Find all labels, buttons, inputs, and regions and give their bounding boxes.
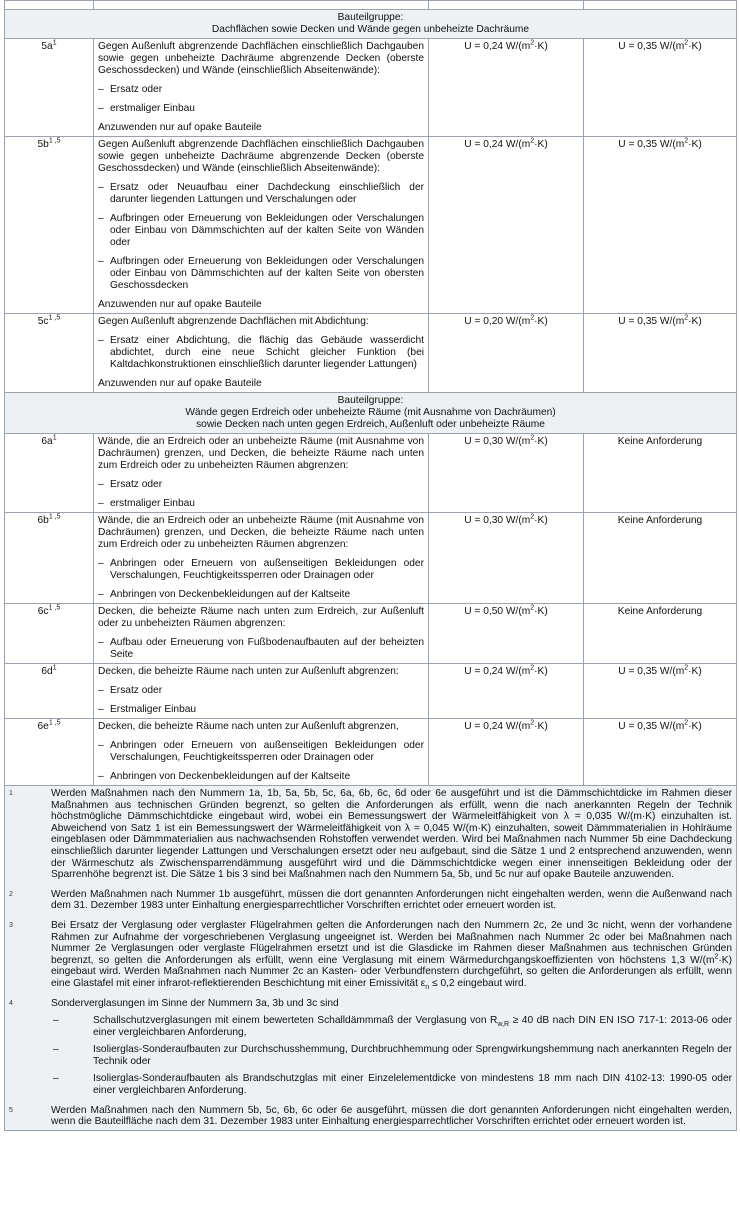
row-description: Gegen Außenluft abgrenzende Dachflächen mit Abdichtung: (98, 316, 369, 327)
u-value-new: U = 0,50 $W/(m^2\cdot K)$ (429, 604, 584, 664)
list-item: – Schallschutzverglasungen mit einem bewerteten Schalldämmmaß der Verglasung von $R_{w,R} \ge 40$ dB nach DIN EN ISO 717-1: 2013-06 oder einer vergleichbaren Anforderung, (53, 1015, 732, 1038)
u-value-new: U = 0,24 $W/(m^2\cdot K)$ (429, 664, 584, 719)
footnote-ref[interactable]: 1 (52, 39, 57, 47)
table-row-5a (5, 39, 737, 137)
u-value-existing: U = 0,35 $W/(m^2\cdot K)$ (584, 39, 737, 137)
u-value-new: U = 0,24 $W/(m^2\cdot K)$ (429, 719, 584, 786)
table-row-6a (5, 434, 737, 513)
u-value-existing: U = 0,35 $W/(m^2\cdot K)$ (584, 137, 737, 314)
u-value-existing: Keine Anforderung (584, 604, 737, 664)
list-item: – Isolierglas-Sonderaufbauten zur Durchschusshemmung, Durchbruchhemmung oder Sprengwirkungshemmung nach anerkannten Regeln der Technik oder (53, 1044, 732, 1067)
footnotes-row (5, 786, 737, 1131)
list-item: – Ersatz oder (98, 479, 163, 490)
row-number: 6d (41, 666, 53, 677)
footnote-3 (9, 920, 732, 990)
footnote-text: Bei Ersatz der Verglasung oder verglaster Flügelrahmen gelten die Anforderungen nach den Nummern 2c, 2e und 3c nicht, wenn der vorhandene Rahmen zur Aufnahme der vorgeschriebenen Verglasung ungeeignet ist. Werden bei Maßnahmen nach Nummer 2c oder bei Maßnahmen nach Nummer 2e Verglasungen oder verglaste Flügelrahmen ersetzt und ist die Glasdicke im Rahmen dieser Maßnahmen aus technischen Gründen begrenzt, so gelten die Anforderungen als erfüllt, wenn eine Verglasung mit einem Wärmedurchgangskoeffizienten von höchstens 1,3 $W/(m^2\cdot K)$ eingebaut wird. Werden Maßnahmen nach Nummer 2c an Kasten- oder Verbundfenstern durchgeführt, so gelten die Anforderungen als erfüllt, wenn eine Glastafel mit einer infrarot-reflektierenden Beschichtung mit einer Emissivität $\varepsilon_n \le 0,2$ eingebaut wird. (51, 919, 732, 991)
table-row-5c (5, 314, 737, 393)
group-header-roof (5, 10, 737, 39)
footnote-1 (9, 788, 732, 881)
footnote-4 (9, 998, 732, 1097)
footnote-intro: Sonderverglasungen im Sinne der Nummern 3a, 3b und 3c sind (51, 997, 339, 1009)
row-number: 5b (37, 139, 49, 150)
u-value-existing: U = 0,35 $W/(m^2\cdot K)$ (584, 314, 737, 393)
footnote-ref[interactable]: 1 ,5 (48, 604, 61, 612)
u-value-new: U = 0,24 $W/(m^2\cdot K)$ (429, 137, 584, 314)
group-label: Bauteilgruppe: (337, 395, 404, 406)
footnote-mark: 3 (9, 921, 13, 929)
row-description: Decken, die beheizte Räume nach unten zur Außenluft abgrenzen: (98, 666, 399, 677)
list-item: – Ersatz oder (98, 685, 163, 696)
row-number: 5c (37, 316, 49, 327)
footnote-ref[interactable]: 1 (52, 664, 57, 672)
list-item: – Aufbau oder Erneuerung von Fußbodenaufbauten auf der beheizten Seite (98, 637, 424, 660)
row-number: 6c (37, 606, 49, 617)
group-title: Dachflächen sowie Decken und Wände gegen unbeheizte Dachräume (211, 24, 530, 35)
table-row-6b (5, 513, 737, 604)
u-value-existing: Keine Anforderung (584, 434, 737, 513)
row-description: Decken, die beheizte Räume nach unten zum Erdreich, zur Außenluft oder zu unbeheizten Räumen abgrenzen: (98, 606, 424, 629)
footnote-2 (9, 889, 732, 912)
group-header-ground (5, 393, 737, 434)
footnote-ref[interactable]: 1 ,5 (48, 719, 61, 727)
group-label: Bauteilgruppe: (337, 12, 404, 23)
list-item: – Anbringen von Deckenbekleidungen auf der Kaltseite (98, 771, 351, 782)
u-value-new: U = 0,24 $W/(m^2\cdot K)$ (429, 39, 584, 137)
footnote-5 (9, 1105, 732, 1128)
footnote-ref[interactable]: 1 ,5 (48, 513, 61, 521)
group-title-cont: sowie Decken nach unten gegen Erdreich, Außenluft oder unbeheizte Räume (196, 419, 545, 430)
list-item: – Ersatz einer Abdichtung, die flächig das Gebäude wasserdicht abdichtet, durch eine neue Schicht gleicher Funktion (bei Kaltdachkonstruktionen einschließlich darunter liegender Lattungen) (98, 335, 424, 370)
footnote-text: Werden Maßnahmen nach Nummer 1b ausgeführt, müssen die dort genannten Anforderungen nicht eingehalten werden, wenn die Außenwand nach dem 31. Dezember 1983 unter Einhaltung energiesparrechtlicher Vorschriften errichtet oder erneuert worden ist. (51, 888, 732, 912)
requirements-table-wrapper (4, 0, 736, 1131)
u-value-existing: Keine Anforderung (584, 513, 737, 604)
footnote-ref[interactable]: 1 ,5 (48, 137, 61, 145)
list-item: – Anbringen oder Erneuern von außenseitigen Bekleidungen oder Verschalungen, Feuchtigkeitssperren oder Drainagen oder (98, 558, 424, 581)
list-item: – Anbringen oder Erneuern von außenseitigen Bekleidungen oder Verschalungen, Feuchtigkeitssperren oder Drainagen oder (98, 740, 424, 763)
table-row-6d (5, 664, 737, 719)
list-item: – Aufbringen oder Erneuerung von Bekleidungen oder Verschalungen oder Einbau von Dämmschichten auf der kalten Seite von obersten Geschossdecken (98, 256, 424, 291)
footnote-text: Werden Maßnahmen nach den Nummern 1a, 1b, 5a, 5b, 5c, 6a, 6b, 6c, 6d oder 6e ausgeführt und ist die Dämmschichtdicke im Rahmen dieser Maßnahmen aus technischen Gründen begrenzt, so gelten die Anforderungen als erfüllt, wenn die nach anerkannten Regeln der Technik höchstmögliche Dämmschichtdicke eingebaut wird, wobei ein Bemessungswert der Wärmeleitfähigkeit von λ = 0,035 W/(m·K) einzuhalten ist. Abweichend von Satz 1 ist ein Bemessungswert der Wärmeleitfähigkeit von λ = 0,045 W/(m·K) einzuhalten, soweit Dämmmaterialien in Hohlräume eingeblasen oder Dämmmaterialien aus nachwachsenden Rohstoffen verwendet werden. Wird bei Maßnahmen nach Nummer 5b eine Dachdeckung einschließlich darunter liegender Lattungen und Verschalungen ersetzt oder neu aufgebaut, sind die Sätze 1 und 2 entsprechend anzuwenden, wenn der Wärmeschutz als Zwischensparrendämmung ausgeführt wird und die Dämmschichtdicke wegen einer innenseitigen Bekleidung oder der Sparrenhöhe begrenzt ist. Die Sätze 1 bis 3 sind bei Maßnahmen nach den Nummern 5a, 5b, und 5c nur auf opake Bauteile anzuwenden. (51, 788, 732, 881)
footnote-text: Werden Maßnahmen nach den Nummern 5b, 5c, 6b, 6c oder 6e ausgeführt, müssen die dort genannten Anforderungen nicht eingehalten werden, wenn die Bauteilfläche nach dem 31. Dezember 1983 unter Einhaltung energiesparrechtlicher Vorschriften errichtet oder erneuert worden ist. (51, 1104, 732, 1128)
applies-note: Anzuwenden nur auf opake Bauteile (98, 299, 262, 310)
footnote-mark: 4 (9, 999, 13, 1007)
list-item: – erstmaliger Einbau (98, 103, 195, 114)
table-row-5b (5, 137, 737, 314)
u-value-new: U = 0,30 $W/(m^2\cdot K)$ (429, 434, 584, 513)
u-value-new: U = 0,30 $W/(m^2\cdot K)$ (429, 513, 584, 604)
requirements-table (4, 0, 737, 1131)
u-value-existing: U = 0,35 $W/(m^2\cdot K)$ (584, 664, 737, 719)
footnote-mark: 1 (9, 790, 13, 797)
footnote-mark: 5 (9, 1106, 13, 1114)
row-description: Wände, die an Erdreich oder an unbeheizte Räume (mit Ausnahme von Dachräumen) grenzen, und Decken, die beheizte Räume nach unten zum Erdreich oder zu unbeheizten Räumen abgrenzen: (98, 436, 424, 471)
list-item: – Isolierglas-Sonderaufbauten als Brandschutzglas mit einer Einzelelementdicke von mindestens 18 mm nach DIN 4102-13: 1990-05 oder einer vergleichbaren Anforderung. (53, 1073, 732, 1097)
table-top-strip (5, 1, 737, 10)
applies-note: Anzuwenden nur auf opake Bauteile (98, 122, 262, 133)
u-value-new: U = 0,20 $W/(m^2\cdot K)$ (429, 314, 584, 393)
list-item: – erstmaliger Einbau (98, 498, 195, 509)
applies-note: Anzuwenden nur auf opake Bauteile (98, 378, 262, 389)
row-description: Gegen Außenluft abgrenzende Dachflächen einschließlich Dachgauben sowie gegen unbeheizte Dachräume abgrenzende Decken (oberste Geschossdecken) und Wände (einschließlich Abseitenwände): (98, 139, 424, 174)
row-number: 6b (37, 515, 49, 526)
footnote-ref[interactable]: 1 ,5 (48, 314, 61, 322)
row-description: Wände, die an Erdreich oder an unbeheizte Räume (mit Ausnahme von Dachräumen) grenzen, und Decken, die beheizte Räume nach unten zum Erdreich oder zu unbeheizten Räumen abgrenzen: (98, 515, 424, 550)
table-row-6e (5, 719, 737, 786)
footnote-text (51, 998, 732, 1097)
list-item: – Ersatz oder (98, 84, 163, 95)
list-item: – Ersatz oder Neuaufbau einer Dachdeckung einschließlich der darunter liegenden Lattungen und Verschalungen oder (98, 182, 424, 205)
row-number: 5a (41, 41, 53, 52)
row-number: 6a (41, 436, 53, 447)
list-item: – Aufbringen oder Erneuerung von Bekleidungen oder Verschalungen oder Einbau von Dämmschichten auf der kalten Seite von Wänden oder (98, 213, 424, 248)
footnote-mark: 2 (9, 890, 13, 898)
list-item: – Anbringen von Deckenbekleidungen auf der Kaltseite (98, 589, 351, 600)
table-row-6c (5, 604, 737, 664)
row-description: Gegen Außenluft abgrenzende Dachflächen einschließlich Dachgauben sowie gegen unbeheizte Dachräume abgrenzende Decken (oberste Geschossdecken) und Wände (einschließlich Abseitenwände): (98, 41, 424, 76)
list-item: – Erstmaliger Einbau (98, 704, 197, 715)
group-title: Wände gegen Erdreich oder unbeheizte Räume (mit Ausnahme von Dachräumen) (185, 407, 556, 418)
row-number: 6e (37, 721, 49, 732)
u-value-existing: U = 0,35 $W/(m^2\cdot K)$ (584, 719, 737, 786)
footnote-ref[interactable]: 1 (52, 434, 57, 442)
row-description: Decken, die beheizte Räume nach unten zur Außenluft abgrenzen, (98, 721, 399, 732)
